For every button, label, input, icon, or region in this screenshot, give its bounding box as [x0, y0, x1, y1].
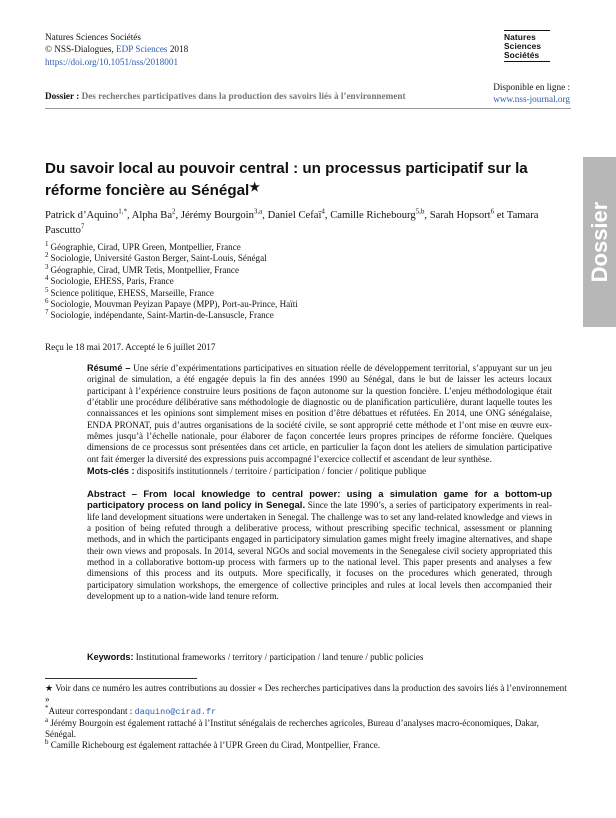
journal-name: Natures Sciences Sociétés	[45, 32, 141, 42]
affiliation-item: $^3$ Géographie, Cirad, UMR Tetis, Montpellier, France	[45, 262, 239, 275]
footnotes	[45, 683, 571, 752]
keywords-heading: Keywords:	[87, 652, 134, 662]
keywords-text: Institutional frameworks / territory / participation / land tenure / public policies	[133, 652, 424, 662]
doi-link[interactable]: https://doi.org/10.1051/nss/2018001	[45, 56, 179, 67]
author-affiliation-mark: 2	[172, 207, 176, 216]
author-email-link[interactable]: daquino@cirad.fr	[134, 706, 217, 717]
logo-rule-bottom	[504, 61, 550, 62]
resume-block	[87, 363, 552, 465]
author-affiliation-mark: 1,*	[118, 207, 128, 216]
affiliation-list	[45, 239, 298, 322]
footnote-star: ★ Voir dans ce numéro les autres contributions au dossier « Des recherches participatives dans la production des savoirs liés à l’environnement »	[45, 683, 567, 705]
dossier-side-tab	[583, 157, 616, 327]
author-list	[45, 209, 565, 238]
side-tab-label: Dossier	[586, 201, 612, 283]
header-divider	[45, 108, 571, 109]
author-name: Camille Richebourg$^{5,b}$,	[330, 207, 430, 221]
keywords-line	[87, 652, 423, 662]
author-affiliation-mark: 4	[321, 207, 325, 216]
affiliation-item: $^1$ Géographie, Cirad, UPR Green, Montpellier, France	[45, 239, 241, 252]
title-star-mark: ★	[249, 180, 261, 194]
affiliation-item: $^4$ Sociologie, EHESS, Paris, France	[45, 274, 174, 287]
dossier-title: Des recherches participatives dans la production des savoirs liés à l’environnement	[81, 91, 406, 101]
resume-text: Une série d’expérimentations participatives en situation réelle de développement territorial, s’appuyant sur un jeu original de simulation, a été engagée depuis la fin des années 1990 au Sénégal, dans le but de laisser les acteurs locaux participant à l’expérience construire leurs positions de façon autonome sur la question foncière. L’enjeu méthodologique était d’établir une procédure délibérative sans méthodologie de diagnostic ou de planification particulière, durant laquelle toutes les connaissances et les opinions sont simplement mises en position d’être débattues et réfutées. En 2014, une ONG sénégalaise, ENDA PRONAT, puis d’autres organisations de la société civile, se sont approprié cette méthode et l’ont mise en œuvre eux-mêmes jusqu’à l’échelle nationale, pour élaborer de façon concertée leurs propres principes de réforme foncière. Quelques dimensions de ce processus sont présentées dans cet article, en particulier la façon dont les ateliers de simulation participative ont fait émerger la diversité des expressions puis accompagné l’exercice collectif et ascendant de leur synthèse.	[87, 363, 552, 464]
affiliation-item: $^5$ Science politique, EHESS, Marseille, France	[45, 285, 214, 298]
author-affiliation-mark: 3,a	[253, 207, 263, 216]
author-affiliation-mark: 5,b	[415, 207, 425, 216]
title-text: Du savoir local au pouvoir central : un processus participatif sur la réforme foncière au Sénégal	[45, 160, 528, 199]
resume-heading: Résumé –	[87, 363, 131, 373]
dossier-label: Dossier :	[45, 91, 80, 101]
online-availability	[480, 81, 570, 106]
affiliation-item: $^7$ Sociologie, indépendante, Saint-Martin-de-Lansuscle, France	[45, 308, 274, 321]
nss-logo	[492, 30, 564, 68]
affiliation-item: $^2$ Sociologie, Université Gaston Berger, Saint-Louis, Sénégal	[45, 251, 267, 264]
author-name: Jérémy Bourgoin$^{3,a}$,	[180, 207, 268, 221]
mots-cles-heading: Mots-clés :	[87, 466, 135, 476]
author-name: Tamara Pascutto$^7$	[45, 210, 539, 236]
mots-cles-line	[87, 466, 426, 476]
abstract-block	[87, 489, 552, 602]
publisher-link[interactable]: EDP Sciences	[116, 44, 168, 55]
logo-word-3: Sociétés	[504, 50, 540, 60]
footnote-b: $^b$ Camille Richebourg est également rattachée à l’UPR Green du Cirad, Montpellier, France.	[45, 738, 381, 751]
mots-cles-text: dispositifs institutionnels / territoire / participation / foncier / politique publique	[134, 466, 427, 476]
logo-word-2: Sciences	[504, 41, 542, 51]
logo-word-1: Natures	[504, 32, 536, 42]
journal-url-link[interactable]: www.nss-journal.org	[493, 94, 570, 105]
footnote-a: $^a$ Jérémy Bourgoin est également rattaché à l’Institut sénégalais de recherches agricoles, Bureau d’analyses macro-économiques, Dakar, Sénégal.	[45, 715, 539, 740]
author-name: Sarah Hopsort$^6$ et	[429, 207, 507, 221]
footnote-corresponding: *Auteur correspondant : daquino@cirad.fr	[45, 703, 217, 717]
author-affiliation-mark: 7	[80, 222, 85, 231]
author-name: Daniel Cefaï$^4$,	[267, 207, 331, 221]
dossier-line	[45, 91, 406, 101]
abstract-text: Since the late 1990’s, a series of participatory experiments in real-life land development situations were undertaken in Senegal. The challenge was to set any land-related knowledge and views in a position of being refuted through a deliberative process, without prescribing specific technical, assessment or planning methods, and in which the participants engaged in participatory simulation games might freely imagine alternatives, and shape their own views and proposals. In 2014, several NGOs and social movements in the Senegalese civil society appropriated this method in a collaborative bottom-up process with farmers up to the national level. This paper presents and analyses a few dimensions of this process and its outputs. More specifically, it focuses on the procedures which generated, through participatory simulation workshops, the emergence of collective principles and rules at local levels then accompanied their development up to a nation-wide land tenure reform.	[87, 500, 552, 602]
online-label: Disponible en ligne :	[493, 82, 570, 92]
author-affiliation-mark: 6	[490, 207, 495, 216]
copyright-line: © NSS-Dialogues, EDP Sciences 2018	[45, 44, 189, 55]
received-dates: Reçu le 18 mai 2017. Accepté le 6 juillet 2017	[45, 342, 216, 352]
article-title	[45, 159, 575, 200]
author-name: Patrick d’Aquino$^{1,*}$,	[45, 207, 132, 221]
footnote-divider	[45, 678, 197, 679]
abstract-heading: Abstract – From local knowledge to central power: using a simulation game for a bottom-up participatory process on land policy in Senegal.	[87, 489, 552, 512]
journal-header	[45, 31, 188, 68]
affiliation-item: $^6$ Sociologie, Mouvman Peyizan Papaye (MPP), Port-au-Prince, Haïti	[45, 297, 298, 310]
author-name: Alpha Ba$^2$,	[131, 207, 181, 221]
